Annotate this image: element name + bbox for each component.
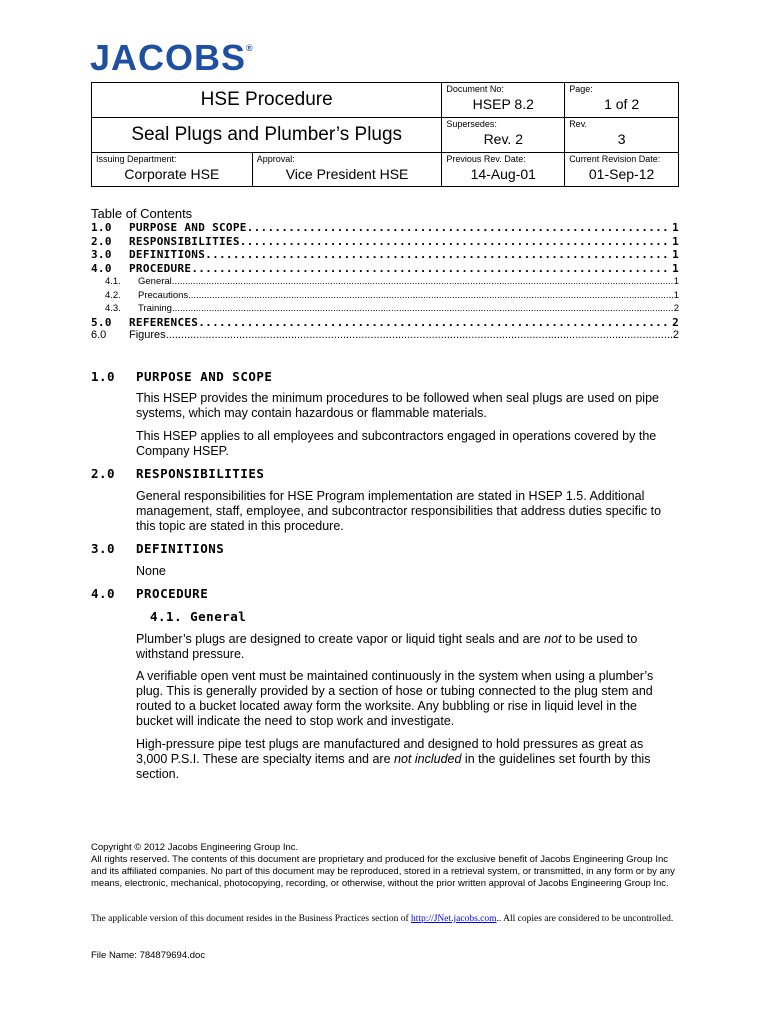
subsection-heading: 4.1. General <box>150 609 247 624</box>
current-date-label: Current Revision Date: <box>569 154 661 164</box>
supersedes-value: Rev. 2 <box>483 131 523 147</box>
version-notice: The applicable version of this document resides in the Business Practices section of http://JNet.jacobs.com.. All copies are considered to be uncontrolled. <box>91 914 674 924</box>
rights-text: All rights reserved. The contents of this document are proprietary and produced for the exclusive benefit of Jacobs Engineering Group Inc and its affiliated companies. No part of this document may be reproduced, stored in a retrieval system, or transmitted, in any form or by any means, electronic, mechanical, photocopying, recording, or otherwise, without the prior written approval of Jacobs Engineering Group Inc. <box>91 854 675 889</box>
logo-text: JACOBS <box>90 37 247 78</box>
paragraph: Plumber’s plugs are designed to create vapor or liquid tight seals and are not to be used to withstand pressure. <box>136 632 638 661</box>
prev-date-cell <box>442 153 565 187</box>
current-date-cell <box>565 153 679 187</box>
approval-label: Approval: <box>256 154 295 164</box>
doc-no-label: Document No: <box>446 84 504 94</box>
page-value: 1 of 2 <box>604 96 640 112</box>
section-heading: 2.0 RESPONSIBILITIES <box>91 466 265 481</box>
rev-value: 3 <box>617 131 626 147</box>
toc-entry[interactable]: 4.0 PROCEDURE ..... 1 <box>91 262 679 276</box>
supersedes-cell <box>442 118 565 153</box>
file-name: File Name: 784879694.doc <box>91 950 206 961</box>
header-table <box>91 82 679 187</box>
page-label: Page: <box>569 84 593 94</box>
section-heading: 1.0 PURPOSE AND SCOPE <box>91 369 273 384</box>
toc-entry[interactable]: 5.0 REFERENCES ..... 2 <box>91 316 679 330</box>
paragraph: This HSEP applies to all employees and subcontractors engaged in operations covered by the Company HSEP. <box>136 429 657 458</box>
doc-no-cell <box>442 83 565 118</box>
procedure-title-cell <box>92 83 442 118</box>
copyright-line: Copyright © 2012 Jacobs Engineering Group Inc. <box>91 842 299 853</box>
paragraph: None <box>136 564 166 578</box>
copyright-notice <box>91 842 681 890</box>
toc-entry[interactable]: 4.2. Precautions ..... 1 <box>91 289 679 303</box>
prev-date-value: 14-Aug-01 <box>470 166 536 182</box>
rev-cell <box>565 118 679 153</box>
current-date-value: 01-Sep-12 <box>588 166 655 182</box>
registered-mark: ® <box>246 43 253 53</box>
issuing-label: Issuing Department: <box>96 154 177 164</box>
issuing-value: Corporate HSE <box>124 166 220 182</box>
toc-entry[interactable]: 2.0 RESPONSIBILITIES ..... 1 <box>91 235 679 249</box>
issuing-cell <box>92 153 253 187</box>
toc-entry[interactable]: 4.1. General ..... 1 <box>91 275 679 289</box>
section-heading: 4.0 PROCEDURE <box>91 586 209 601</box>
prev-date-label: Previous Rev. Date: <box>446 154 526 164</box>
supersedes-label: Supersedes: <box>446 119 497 129</box>
toc-title: Table of Contents <box>91 206 193 221</box>
table-of-contents <box>91 221 679 343</box>
subject-cell <box>92 118 442 153</box>
subject-title: Seal Plugs and Plumber’s Plugs <box>131 124 403 145</box>
paragraph: General responsibilities for HSE Program implementation are stated in HSEP 1.5. Additional management, staff, employee, and subcontractor responsibilities that address duties specific to this topic are stated in this procedure. <box>136 489 662 533</box>
section-heading: 3.0 DEFINITIONS <box>91 541 225 556</box>
procedure-title: HSE Procedure <box>200 89 333 110</box>
jacobs-logo <box>90 37 253 78</box>
toc-entry[interactable]: 3.0 DEFINITIONS ..... 1 <box>91 248 679 262</box>
paragraph: High-pressure pipe test plugs are manufactured and designed to hold pressures as great as 3,000 P.S.I. These are specialty items and are not included in the guidelines set fourth by this section. <box>136 737 651 781</box>
doc-no-value: HSEP 8.2 <box>472 96 534 112</box>
approval-value: Vice President HSE <box>285 166 409 182</box>
toc-entry[interactable]: 1.0 PURPOSE AND SCOPE ..... 1 <box>91 221 679 235</box>
toc-entry[interactable]: 4.3. Training ..... 2 <box>91 302 679 316</box>
approval-cell <box>252 153 442 187</box>
jnet-link[interactable]: http://JNet.jacobs.com <box>411 914 497 924</box>
toc-entry[interactable]: 6.0 Figures ..... 2 <box>91 329 679 343</box>
paragraph: This HSEP provides the minimum procedures to be followed when seal plugs are used on pipe systems, which may contain hazardous or flammable materials. <box>136 391 659 420</box>
paragraph: A verifiable open vent must be maintained continuously in the system when using a plumber’s plug. This is generally provided by a section of hose or tubing connected to the plug stem and routed to a bucket located away form the worksite. Any bubbling or rise in liquid level in the bucket will indicate the need to stop work and investigate. <box>136 669 654 728</box>
rev-label: Rev. <box>569 119 588 129</box>
page-cell <box>565 83 679 118</box>
